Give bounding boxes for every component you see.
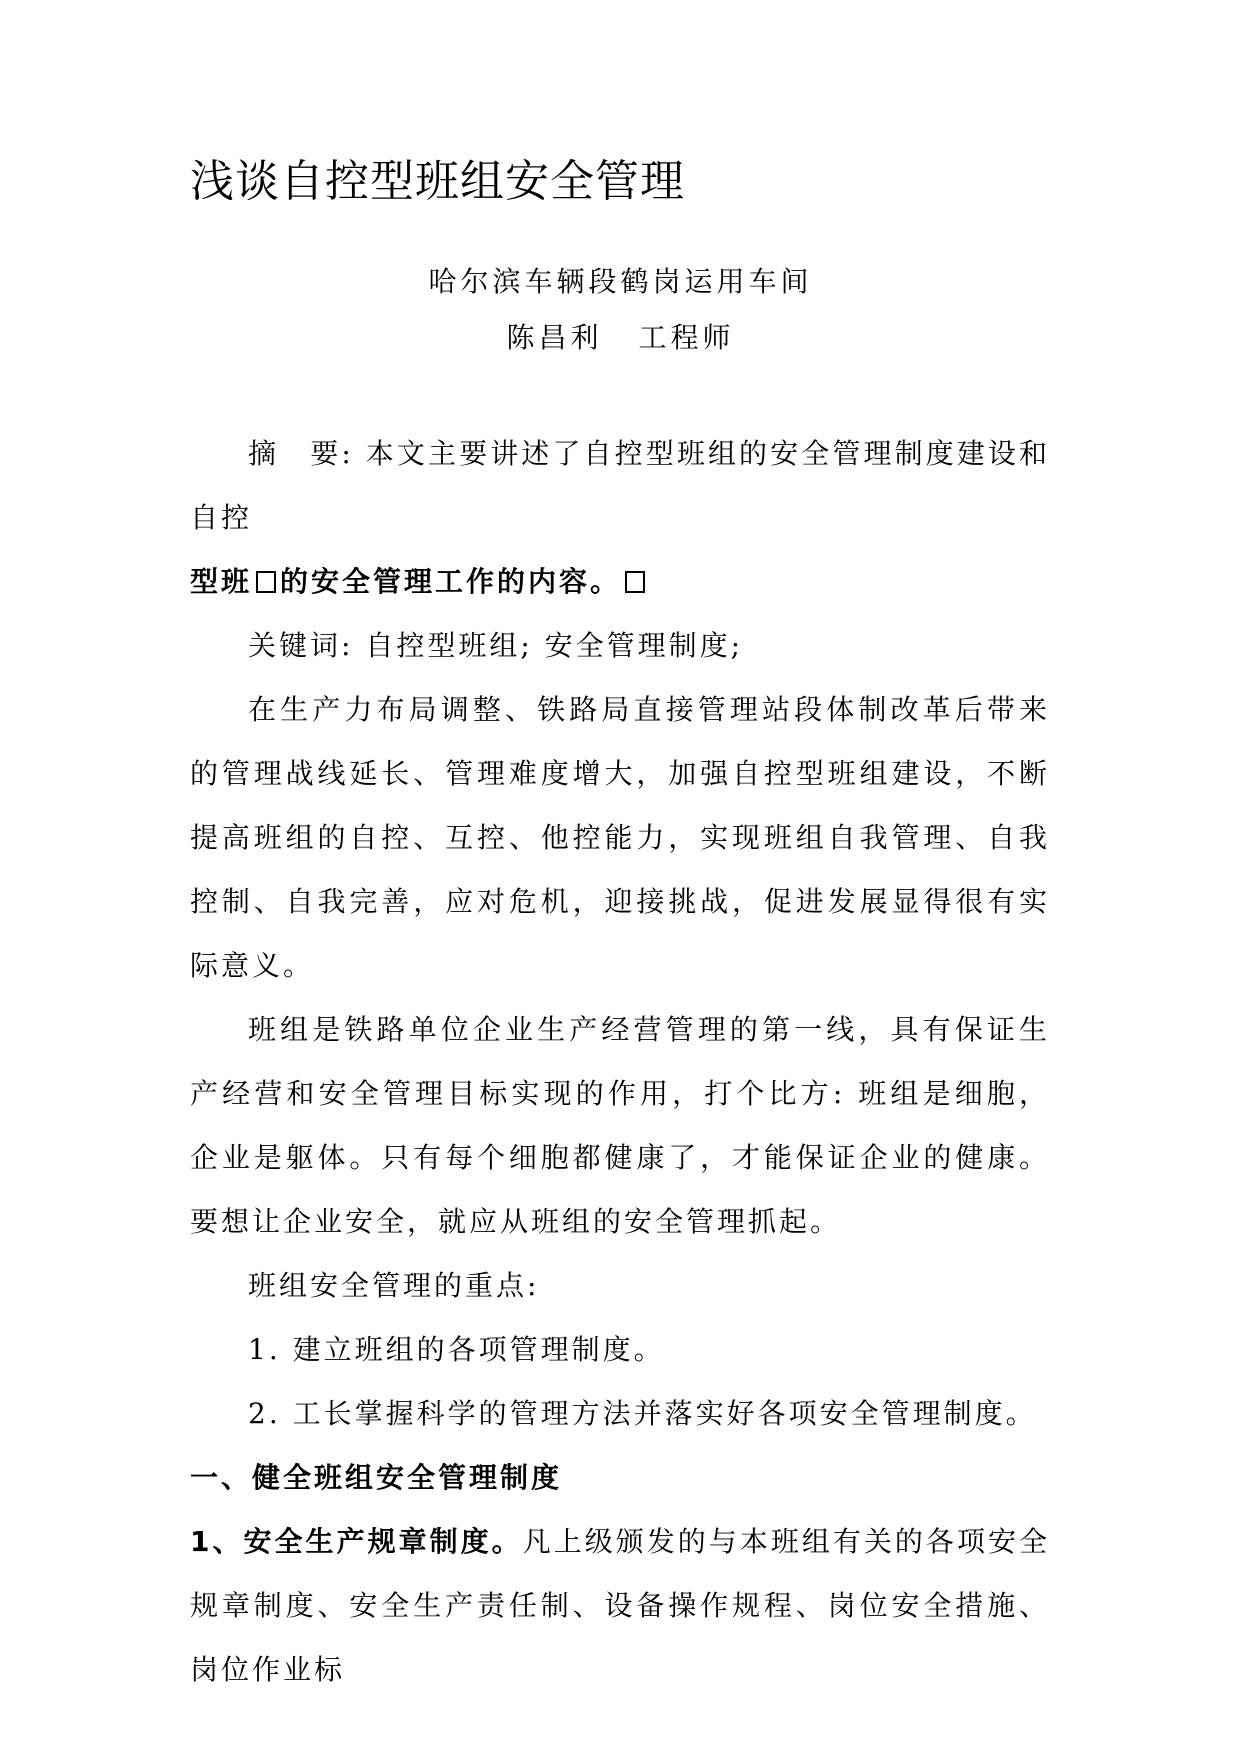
abstract-block xyxy=(190,422,1050,1702)
abstract-line2-a: 型班 xyxy=(190,565,253,598)
author-title: 工程师 xyxy=(638,321,735,354)
key-point-2: 2. 工长掌握科学的管理方法并落实好各项安全管理制度。 xyxy=(248,1397,1037,1430)
abstract-line1: 本文主要讲述了自控型班组的安全管理制度建设和自控 xyxy=(190,437,1051,534)
author-line xyxy=(0,318,1241,358)
author-unit: 哈尔滨车辆段鹤岗运用车间 xyxy=(428,265,813,298)
missing-glyph-icon xyxy=(625,571,645,593)
abstract-continuation xyxy=(190,550,1050,614)
paragraph-1: 在生产力布局调整、铁路局直接管理站段体制改革后带来的管理战线延长、管理难度增大，加强自控型班组建设，不断提高班组的自控、互控、他控能力，实现班组自我管理、自我控制、自我完善，应对危机，迎接挑战，促进发展显得很有实际意义。 xyxy=(190,693,1050,982)
key-points-label: 班组安全管理的重点: xyxy=(248,1269,540,1302)
item-1-paragraph xyxy=(190,1510,1050,1702)
keywords-line: 关键词: 自控型班组; 安全管理制度; xyxy=(248,629,744,662)
key-point-1: 1. 建立班组的各项管理制度。 xyxy=(248,1333,665,1366)
item-1-heading: 1、安全生产规章制度。 xyxy=(190,1525,523,1558)
missing-glyph-icon xyxy=(256,571,276,593)
abstract-label: 摘 要: xyxy=(248,437,354,470)
section-heading-1: 一、健全班组安全管理制度 xyxy=(190,1461,563,1494)
item-1-text: 凡上级颁发的与本班组有关的各项安全规章制度、安全生产责任制、设备操作规程、岗位安全措施、岗位作业标 xyxy=(190,1525,1050,1686)
author-name: 陈昌利 xyxy=(506,321,603,354)
paragraph-2: 班组是铁路单位企业生产经营管理的第一线，具有保证生产经营和安全管理目标实现的作用，打个比方: 班组是细胞，企业是躯体。只有每个细胞都健康了，才能保证企业的健康。要想让企业安全，就应从班组的安全管理抓起。 xyxy=(190,1013,1050,1238)
abstract-line2-b: 的安全管理工作的内容。 xyxy=(280,565,622,598)
abstract-paragraph xyxy=(190,422,1050,550)
document-title: 浅谈自控型班组安全管理 xyxy=(190,156,685,207)
